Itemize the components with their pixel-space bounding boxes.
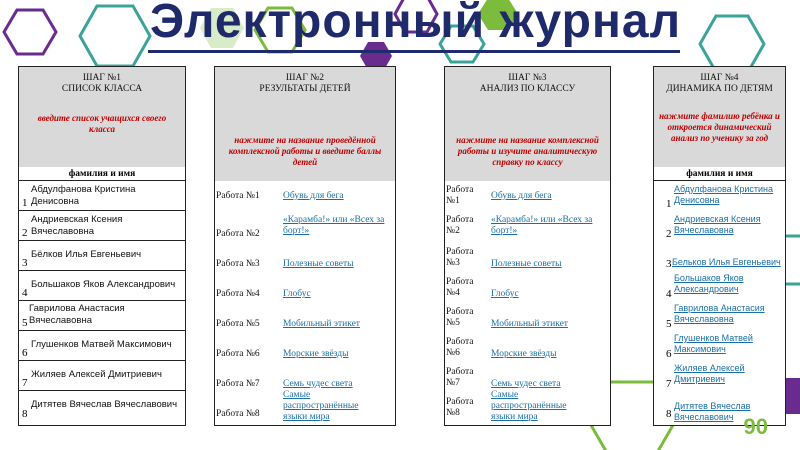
student-name[interactable]: Бёлков Илья Евгеньевич [31, 249, 142, 260]
student-link[interactable]: Абдулфанова Кристина Денисовна [674, 184, 774, 205]
step1-heading: ШАГ №1 [82, 73, 122, 83]
student-row [654, 271, 785, 301]
row-number: 6 [666, 348, 672, 360]
work-row [215, 331, 395, 361]
work-link[interactable]: Мобильный этикет [283, 319, 360, 329]
student-row [19, 301, 185, 331]
student-row [654, 331, 785, 361]
work-label: Работа №7 [216, 379, 260, 389]
step4-header [654, 67, 785, 167]
step4-hint: нажмите фамилию ребёнка и откроется динамический анализ по ученику за год [659, 111, 780, 143]
work-link[interactable]: Морские звёзды [491, 349, 557, 359]
work-row [215, 211, 395, 241]
work-label: Работа №7 [446, 367, 474, 388]
work-label: Работа №3 [216, 259, 260, 269]
student-link[interactable]: Гаврилова Анастасия Вячеславовна [674, 303, 765, 324]
work-label: Работа №8 [216, 409, 260, 419]
row-number: 2 [22, 227, 28, 239]
page-title: Электронный журнал [150, 0, 682, 48]
student-link[interactable]: Бельков Илья Евгеньевич [672, 257, 781, 267]
step1-subheading: СПИСОК КЛАССА [61, 84, 143, 94]
work-row [215, 241, 395, 271]
work-row [445, 241, 610, 271]
row-number: 2 [666, 228, 672, 240]
work-label: Работа №1 [216, 191, 260, 201]
work-link[interactable]: Морские звёзды [283, 349, 349, 359]
step3-subheading: АНАЛИЗ ПО КЛАССУ [479, 84, 576, 94]
work-link[interactable]: «Карамба!» или «Всех за борт!» [283, 215, 385, 236]
row-number: 4 [22, 287, 28, 299]
row-number: 1 [666, 198, 672, 210]
work-label: Работа №3 [446, 247, 474, 268]
row-number: 3 [22, 257, 28, 269]
work-row [445, 211, 610, 241]
student-name[interactable]: Дитятев Вячеслав Вячеславович [31, 399, 178, 410]
student-link[interactable]: Дитятев Вячеслав Вячеславович [674, 401, 751, 422]
work-row [215, 391, 395, 421]
row-number: 4 [666, 288, 672, 300]
work-link[interactable]: Семь чудес света [283, 379, 353, 389]
row-number: 5 [666, 318, 672, 330]
student-name[interactable]: Абдулфанова Кристина Денисовна [31, 184, 136, 207]
student-row [654, 361, 785, 391]
step4-column-header: фамилия и имя [654, 167, 785, 181]
student-row [19, 241, 185, 271]
work-link[interactable]: Глобус [491, 289, 519, 299]
step2-header [215, 67, 395, 181]
step2-panel [214, 66, 396, 426]
student-link[interactable]: Глушенков Матвей Максимович [674, 333, 753, 354]
student-name[interactable]: Гаврилова Анастасия Вячеславовна [29, 303, 125, 326]
work-row [445, 361, 610, 391]
step4-subheading: ДИНАМИКА ПО ДЕТЯМ [666, 84, 773, 94]
hexagon-outline [700, 16, 764, 72]
step1-hint: введите список учащихся своего класса [37, 113, 167, 134]
student-row [19, 181, 185, 211]
work-link[interactable]: Глобус [283, 289, 311, 299]
hexagon-outline [80, 6, 150, 66]
student-row [654, 211, 785, 241]
student-row [654, 301, 785, 331]
student-row [654, 241, 785, 271]
student-row [654, 181, 785, 211]
row-number: 8 [666, 408, 672, 420]
step3-heading: ШАГ №3 [508, 73, 547, 83]
work-row [445, 301, 610, 331]
row-number: 8 [22, 408, 28, 420]
work-link[interactable]: Семь чудес света [491, 379, 561, 389]
step1-column-header: фамилия и имя [19, 167, 185, 181]
row-number: 5 [22, 317, 28, 329]
work-link[interactable]: Полезные советы [283, 259, 354, 269]
title-underline [148, 50, 680, 53]
step2-hint: нажмите на название проведённой комплексной работы и введите баллы детей [228, 135, 382, 167]
step2-heading: ШАГ №2 [285, 73, 325, 83]
row-number: 3 [666, 258, 672, 270]
work-row [215, 181, 395, 211]
row-number: 7 [22, 377, 28, 389]
step1-panel [18, 66, 186, 426]
work-label: Работа №4 [216, 289, 260, 299]
work-label: Работа №4 [446, 277, 474, 298]
work-row [445, 271, 610, 301]
work-link[interactable]: Обувь для бега [491, 191, 552, 201]
work-label: Работа №2 [216, 229, 260, 239]
work-label: Работа №6 [446, 337, 474, 358]
row-number: 1 [22, 197, 28, 209]
student-link[interactable]: Большаков Яков Александрович [674, 273, 744, 294]
work-link[interactable]: Полезные советы [491, 259, 562, 269]
step2-subheading: РЕЗУЛЬТАТЫ ДЕТЕЙ [259, 84, 351, 94]
row-number: 7 [666, 378, 672, 390]
work-row [215, 271, 395, 301]
student-link[interactable]: Андриевская Ксения Вячеславовна [674, 214, 761, 235]
step3-panel [444, 66, 611, 426]
work-label: Работа №8 [446, 397, 474, 418]
work-label: Работа №2 [446, 215, 474, 236]
work-row [215, 301, 395, 331]
student-row [19, 211, 185, 241]
work-label: Работа №1 [446, 185, 474, 206]
work-row [215, 361, 395, 391]
work-row [445, 181, 610, 211]
work-link[interactable]: Обувь для бега [283, 191, 344, 201]
student-name[interactable]: Большаков Яков Александрович [31, 279, 176, 290]
student-link[interactable]: Жиляев Алексей Дмитриевич [674, 363, 745, 384]
work-label: Работа №6 [216, 349, 260, 359]
student-name[interactable]: Жиляев Алексей Дмитриевич [31, 369, 162, 380]
student-row [19, 391, 185, 421]
work-row [445, 391, 610, 421]
work-link[interactable]: Самые распространённые языки мира [283, 390, 359, 422]
student-name[interactable]: Глушенков Матвей Максимович [31, 339, 172, 350]
student-name[interactable]: Андриевская Ксения Вячеславовна [31, 214, 123, 237]
work-label: Работа №5 [216, 319, 260, 329]
step1-header [19, 67, 185, 167]
step4-panel [653, 66, 786, 426]
step4-heading: ШАГ №4 [700, 73, 739, 83]
work-link[interactable]: Мобильный этикет [491, 319, 568, 329]
page-number: 90 [743, 414, 768, 439]
step3-header [445, 67, 610, 181]
hexagon-outline [4, 10, 56, 54]
work-link[interactable]: «Карамба!» или «Всех за борт!» [491, 215, 593, 236]
row-number: 6 [22, 347, 28, 359]
student-row [19, 361, 185, 391]
step3-hint: нажмите на название комплексной работы и изучите аналитическую справку по классу [456, 135, 599, 167]
work-row [445, 331, 610, 361]
work-label: Работа №5 [446, 307, 474, 328]
student-row [19, 331, 185, 361]
student-row [19, 271, 185, 301]
work-link[interactable]: Самые распространённые языки мира [491, 390, 567, 422]
